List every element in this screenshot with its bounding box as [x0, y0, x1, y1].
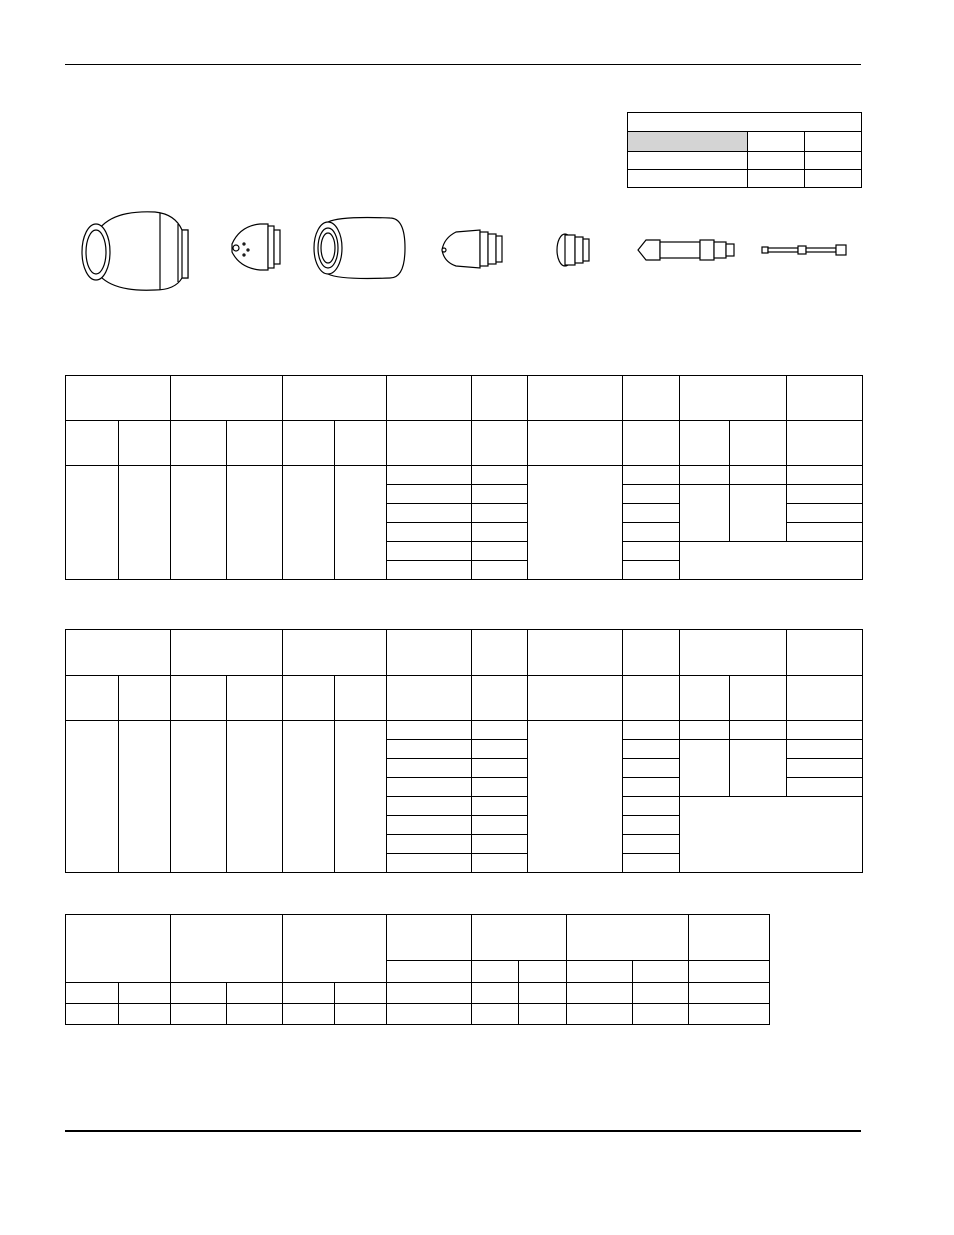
- legend-table-header: [805, 132, 862, 152]
- table-cell: [680, 542, 863, 580]
- nozzle-icon: [442, 230, 502, 268]
- marking-chart-header: [171, 915, 283, 983]
- table-cell: [689, 983, 770, 1004]
- marking-chart-subheader: [567, 961, 633, 983]
- retaining-cap-icon: [314, 218, 405, 279]
- table-cell: [567, 983, 633, 1004]
- cut-chart-2-subheader: [335, 676, 387, 721]
- consumable-parts-illustration: [60, 200, 860, 300]
- marking-chart-header: [472, 915, 567, 961]
- cut-chart-2-subheader: [623, 676, 680, 721]
- table-cell: [472, 561, 528, 580]
- table-cell: [66, 721, 119, 873]
- cut-chart-1-header: [472, 376, 528, 421]
- table-cell: [283, 721, 335, 873]
- electrode-icon: [638, 240, 734, 260]
- table-cell: [472, 466, 528, 485]
- table-cell: [730, 485, 787, 542]
- cut-chart-1-header: [171, 376, 283, 421]
- cut-chart-1-subheader: [623, 421, 680, 466]
- legend-table-cell: [805, 170, 862, 188]
- cut-chart-2-subheader: [66, 676, 119, 721]
- table-cell: [472, 983, 519, 1004]
- cut-chart-2-header: [387, 630, 472, 676]
- table-cell: [623, 504, 680, 523]
- table-cell: [119, 983, 171, 1004]
- table-cell: [633, 1004, 689, 1025]
- cut-chart-2-header: [623, 630, 680, 676]
- table-cell: [680, 740, 730, 797]
- table-cell: [119, 1004, 171, 1025]
- cut-chart-2-header: [528, 630, 623, 676]
- cut-chart-2-subheader: [472, 676, 528, 721]
- table-cell: [623, 854, 680, 873]
- table-cell: [623, 778, 680, 797]
- table-cell: [787, 504, 863, 523]
- table-cell: [472, 816, 528, 835]
- cut-chart-1-subheader: [66, 421, 119, 466]
- table-cell: [472, 1004, 519, 1025]
- table-cell: [730, 466, 787, 485]
- table-cell: [335, 466, 387, 580]
- cut-chart-2: [65, 629, 863, 873]
- table-cell: [787, 740, 863, 759]
- table-cell: [623, 542, 680, 561]
- cut-chart-2-subheader: [787, 676, 863, 721]
- cut-chart-2-subheader: [119, 676, 171, 721]
- cut-chart-1-subheader: [680, 421, 730, 466]
- table-cell: [680, 485, 730, 542]
- cut-chart-1-header: [680, 376, 787, 421]
- table-cell: [519, 983, 567, 1004]
- table-cell: [387, 797, 472, 816]
- legend-table-cell: [628, 170, 748, 188]
- table-cell: [472, 854, 528, 873]
- table-cell: [66, 466, 119, 580]
- table-cell: [119, 466, 171, 580]
- table-cell: [335, 983, 387, 1004]
- table-cell: [623, 485, 680, 504]
- cut-chart-1-subheader: [227, 421, 283, 466]
- legend-table-header: [628, 132, 748, 152]
- marking-chart-subheader: [472, 961, 519, 983]
- cut-chart-1: [65, 375, 863, 580]
- cut-chart-2-subheader: [730, 676, 787, 721]
- marking-chart-subheader: [633, 961, 689, 983]
- table-cell: [633, 983, 689, 1004]
- table-cell: [472, 542, 528, 561]
- table-cell: [567, 1004, 633, 1025]
- table-cell: [387, 983, 472, 1004]
- table-cell: [387, 835, 472, 854]
- cut-chart-2-header: [472, 630, 528, 676]
- cut-chart-1-subheader: [472, 421, 528, 466]
- table-cell: [227, 983, 283, 1004]
- table-cell: [623, 466, 680, 485]
- table-cell: [680, 466, 730, 485]
- legend-table-cell: [748, 152, 805, 170]
- table-cell: [227, 466, 283, 580]
- table-cell: [66, 983, 119, 1004]
- marking-chart-header: [387, 915, 472, 961]
- table-cell: [623, 816, 680, 835]
- table-cell: [283, 466, 335, 580]
- table-cell: [623, 797, 680, 816]
- table-cell: [787, 759, 863, 778]
- cut-chart-1-subheader: [119, 421, 171, 466]
- table-cell: [387, 721, 472, 740]
- table-cell: [66, 1004, 119, 1025]
- table-cell: [472, 740, 528, 759]
- table-cell: [171, 1004, 227, 1025]
- table-cell: [472, 797, 528, 816]
- cut-chart-1-header: [283, 376, 387, 421]
- table-cell: [787, 523, 863, 542]
- cut-chart-1-header: [528, 376, 623, 421]
- table-cell: [787, 778, 863, 797]
- cut-chart-1-header: [66, 376, 171, 421]
- cut-chart-1-subheader: [387, 421, 472, 466]
- cut-chart-2-header: [680, 630, 787, 676]
- table-cell: [623, 523, 680, 542]
- table-cell: [623, 721, 680, 740]
- table-cell: [387, 466, 472, 485]
- header-rule: [65, 64, 861, 65]
- cut-chart-1-subheader: [787, 421, 863, 466]
- marking-chart-header: [567, 915, 689, 961]
- table-cell: [472, 523, 528, 542]
- cut-chart-2-subheader: [387, 676, 472, 721]
- table-cell: [387, 504, 472, 523]
- marking-chart-subheader: [689, 961, 770, 983]
- table-cell: [171, 983, 227, 1004]
- table-cell: [387, 778, 472, 797]
- table-cell: [387, 542, 472, 561]
- table-cell: [623, 835, 680, 854]
- cut-chart-2-header: [787, 630, 863, 676]
- table-cell: [227, 1004, 283, 1025]
- table-cell: [387, 523, 472, 542]
- table-cell: [472, 721, 528, 740]
- marking-chart-header: [689, 915, 770, 961]
- cut-chart-2-subheader: [283, 676, 335, 721]
- cut-chart-1-subheader: [283, 421, 335, 466]
- table-cell: [519, 1004, 567, 1025]
- table-cell: [787, 466, 863, 485]
- table-cell: [227, 721, 283, 873]
- table-cell: [283, 1004, 335, 1025]
- table-cell: [335, 1004, 387, 1025]
- legend-table: [627, 112, 862, 188]
- table-cell: [171, 466, 227, 580]
- cut-chart-1-subheader: [171, 421, 227, 466]
- cut-chart-1-subheader: [335, 421, 387, 466]
- marking-chart-header: [66, 915, 171, 983]
- table-cell: [119, 721, 171, 873]
- swirl-ring-icon: [557, 234, 589, 266]
- table-cell: [787, 485, 863, 504]
- legend-table-header: [748, 132, 805, 152]
- table-cell: [472, 778, 528, 797]
- cut-chart-2-subheader: [171, 676, 227, 721]
- table-cell: [680, 797, 863, 873]
- cut-chart-2-header: [283, 630, 387, 676]
- cut-chart-2-header: [171, 630, 283, 676]
- shield-icon: [232, 224, 280, 270]
- table-cell: [387, 561, 472, 580]
- table-cell: [387, 1004, 472, 1025]
- cut-chart-1-subheader: [528, 421, 623, 466]
- cut-chart-2-subheader: [680, 676, 730, 721]
- table-cell: [387, 759, 472, 778]
- table-cell: [387, 485, 472, 504]
- legend-table-cell: [748, 170, 805, 188]
- marking-chart-subheader: [387, 961, 472, 983]
- cut-chart-2-header: [66, 630, 171, 676]
- marking-chart-subheader: [519, 961, 567, 983]
- table-cell: [623, 759, 680, 778]
- shield-retaining-cap-icon: [82, 212, 188, 290]
- table-cell: [472, 504, 528, 523]
- table-cell: [623, 740, 680, 759]
- table-cell: [730, 740, 787, 797]
- table-cell: [472, 485, 528, 504]
- footer-rule: [65, 1130, 861, 1132]
- legend-table-title: [628, 113, 862, 132]
- table-cell: [472, 759, 528, 778]
- cut-chart-1-header: [787, 376, 863, 421]
- cut-chart-1-subheader: [730, 421, 787, 466]
- table-cell: [335, 721, 387, 873]
- table-cell: [283, 983, 335, 1004]
- table-cell: [680, 721, 730, 740]
- table-cell: [472, 835, 528, 854]
- cut-chart-1-header: [387, 376, 472, 421]
- water-tube-icon: [762, 245, 846, 255]
- table-cell: [689, 1004, 770, 1025]
- cut-chart-1-header: [623, 376, 680, 421]
- legend-table-cell: [805, 152, 862, 170]
- table-cell: [787, 721, 863, 740]
- table-cell: [387, 740, 472, 759]
- marking-chart-header: [283, 915, 387, 983]
- table-cell: [623, 561, 680, 580]
- cut-chart-2-subheader: [227, 676, 283, 721]
- table-cell: [171, 721, 227, 873]
- table-cell: [387, 854, 472, 873]
- table-cell: [528, 721, 623, 873]
- marking-chart: [65, 914, 770, 1025]
- table-cell: [387, 816, 472, 835]
- legend-table-cell: [628, 152, 748, 170]
- table-cell: [528, 466, 623, 580]
- cut-chart-2-subheader: [528, 676, 623, 721]
- table-cell: [730, 721, 787, 740]
